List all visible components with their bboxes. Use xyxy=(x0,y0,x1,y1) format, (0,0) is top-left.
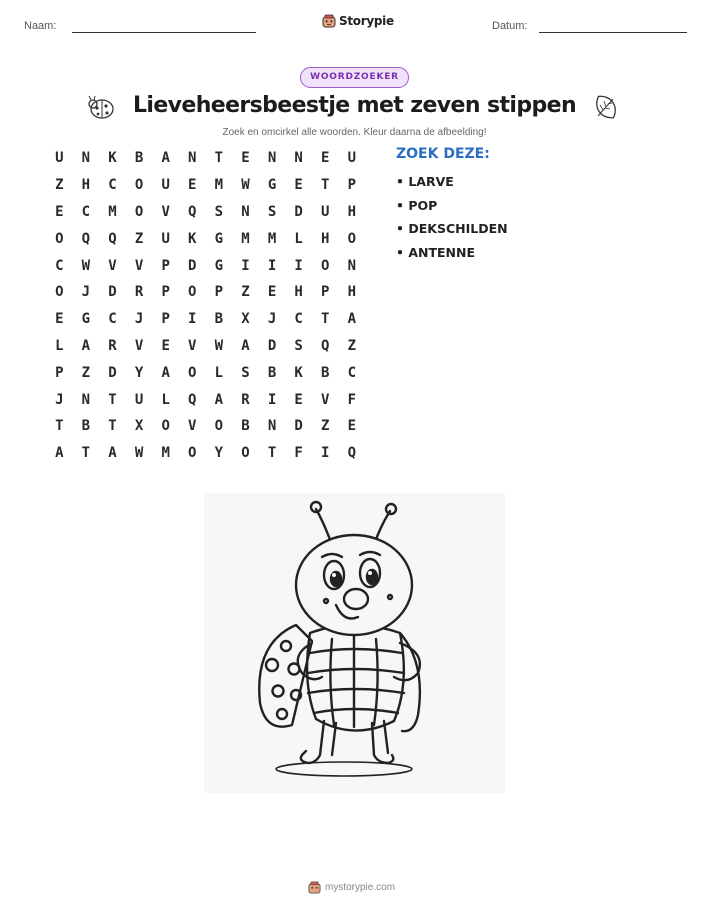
grid-letter[interactable]: I xyxy=(294,257,303,274)
grid-letter[interactable]: D xyxy=(108,364,117,381)
grid-row xyxy=(46,333,366,360)
storypie-logo-icon xyxy=(308,881,321,894)
grid-letter[interactable]: V xyxy=(134,337,144,354)
grid-letter[interactable]: O xyxy=(188,284,197,301)
grid-letter[interactable]: O xyxy=(134,177,144,194)
grid-row xyxy=(46,386,366,413)
grid-letter[interactable]: V xyxy=(134,257,144,274)
grid-row xyxy=(46,172,366,199)
grid-letter[interactable]: B xyxy=(321,364,330,381)
grid-letter[interactable]: N xyxy=(81,150,91,167)
grid-letter[interactable]: T xyxy=(267,445,277,462)
grid-letter[interactable]: W xyxy=(214,337,224,354)
grid-row xyxy=(46,145,366,172)
page-title: Lieveheersbeestje met zeven stippen xyxy=(132,93,577,118)
grid-letter[interactable]: U xyxy=(161,230,170,247)
grid-letter[interactable]: U xyxy=(347,150,357,167)
footer-url[interactable]: mystorypie.com xyxy=(325,882,396,893)
grid-letter[interactable]: E xyxy=(294,177,303,194)
leaf-icon xyxy=(592,92,620,122)
instructions: Zoek en omcirkel alle woorden. Kleur daarna de afbeelding! xyxy=(222,127,487,138)
grid-letter[interactable]: R xyxy=(134,284,144,301)
grid-letter[interactable]: O xyxy=(188,445,197,462)
grid-letter[interactable]: V xyxy=(108,257,117,274)
grid-letter[interactable]: O xyxy=(55,230,64,247)
grid-letter[interactable]: V xyxy=(321,391,330,408)
grid-letter[interactable]: A xyxy=(241,337,250,354)
grid-letter[interactable]: E xyxy=(294,391,303,408)
grid-letter[interactable]: S xyxy=(267,203,277,220)
grid-letter[interactable]: M xyxy=(267,230,277,247)
grid-letter[interactable]: R xyxy=(108,337,117,354)
grid-letter[interactable]: V xyxy=(188,418,197,435)
grid-letter[interactable]: Q xyxy=(81,230,91,247)
worksheet-type-badge: WOORDZOEKER xyxy=(300,67,409,88)
grid-letter[interactable]: N xyxy=(347,257,357,274)
grid-letter[interactable]: U xyxy=(134,391,144,408)
word-search-grid xyxy=(46,145,366,467)
grid-row xyxy=(46,225,366,252)
grid-letter[interactable]: X xyxy=(134,418,144,435)
word-item: • DEKSCHILDEN xyxy=(396,221,508,236)
grid-letter[interactable]: K xyxy=(294,364,303,381)
date-line xyxy=(539,32,687,33)
word-item: • LARVE xyxy=(396,174,454,189)
storypie-logo-icon xyxy=(322,14,336,28)
grid-letter[interactable]: M xyxy=(241,230,250,247)
grid-letter[interactable]: M xyxy=(161,445,170,462)
grid-letter[interactable]: H xyxy=(294,284,303,301)
grid-letter[interactable]: G xyxy=(214,230,224,247)
grid-letter[interactable]: X xyxy=(241,311,250,328)
grid-letter[interactable]: R xyxy=(241,391,250,408)
grid-letter[interactable]: T xyxy=(321,311,330,328)
word-list-title: ZOEK DEZE: xyxy=(396,146,490,162)
grid-letter[interactable]: F xyxy=(347,391,357,408)
grid-letter[interactable]: H xyxy=(321,230,330,247)
grid-letter[interactable]: I xyxy=(188,311,197,328)
grid-letter[interactable]: Q xyxy=(188,203,197,220)
grid-letter[interactable]: Z xyxy=(241,284,250,301)
grid-letter[interactable]: L xyxy=(55,337,64,354)
grid-letter[interactable]: E xyxy=(55,311,64,328)
word-item: • POP xyxy=(396,197,438,213)
grid-letter[interactable]: U xyxy=(55,150,64,167)
grid-letter[interactable]: C xyxy=(108,177,117,194)
grid-letter[interactable]: P xyxy=(214,284,224,301)
grid-letter[interactable]: T xyxy=(321,177,330,194)
grid-letter[interactable]: G xyxy=(214,257,224,274)
grid-letter[interactable]: Q xyxy=(108,230,117,247)
grid-letter[interactable]: D xyxy=(108,284,117,301)
grid-letter[interactable]: O xyxy=(214,418,224,435)
grid-letter[interactable]: B xyxy=(214,311,224,328)
name-line xyxy=(72,32,256,33)
grid-letter[interactable]: N xyxy=(294,150,303,167)
grid-letter[interactable]: O xyxy=(347,230,357,247)
grid-letter[interactable]: J xyxy=(267,311,277,328)
grid-letter[interactable]: F xyxy=(294,445,303,462)
grid-letter[interactable]: T xyxy=(108,418,117,435)
grid-row xyxy=(46,306,366,333)
grid-letter[interactable]: S xyxy=(214,203,224,220)
grid-letter[interactable]: Q xyxy=(347,445,357,462)
grid-letter[interactable]: P xyxy=(347,177,357,194)
grid-row xyxy=(46,279,366,306)
grid-letter[interactable]: P xyxy=(161,257,170,274)
grid-letter[interactable]: M xyxy=(214,177,224,194)
grid-letter[interactable]: P xyxy=(161,311,170,328)
grid-letter[interactable]: C xyxy=(347,364,357,381)
grid-letter[interactable]: N xyxy=(241,203,250,220)
grid-letter[interactable]: I xyxy=(321,445,330,462)
grid-letter[interactable]: J xyxy=(55,391,64,408)
grid-letter[interactable]: D xyxy=(294,203,303,220)
grid-letter[interactable]: T xyxy=(81,445,91,462)
grid-letter[interactable]: E xyxy=(347,418,357,435)
grid-letter[interactable]: Y xyxy=(134,364,144,381)
grid-letter[interactable]: U xyxy=(321,203,330,220)
grid-letter[interactable]: Q xyxy=(188,391,197,408)
grid-letter[interactable]: D xyxy=(188,257,197,274)
grid-letter[interactable]: H xyxy=(81,177,91,194)
grid-letter[interactable]: Q xyxy=(321,337,330,354)
grid-letter[interactable]: B xyxy=(134,150,144,167)
grid-letter[interactable]: O xyxy=(241,445,250,462)
grid-letter[interactable]: B xyxy=(241,418,250,435)
grid-letter[interactable]: N xyxy=(188,150,197,167)
grid-letter[interactable]: B xyxy=(267,364,277,381)
footer xyxy=(308,881,395,894)
grid-letter[interactable]: A xyxy=(55,445,64,462)
grid-letter[interactable]: E xyxy=(188,177,197,194)
word-list xyxy=(396,146,508,264)
grid-letter[interactable]: M xyxy=(108,203,117,220)
grid-letter[interactable]: N xyxy=(267,418,277,435)
grid-letter[interactable]: Z xyxy=(134,230,144,247)
grid-letter[interactable]: D xyxy=(267,337,277,354)
grid-letter[interactable]: Y xyxy=(214,445,224,462)
grid-letter[interactable]: V xyxy=(161,203,170,220)
name-label: Naam: xyxy=(24,20,57,32)
grid-letter[interactable]: O xyxy=(188,364,197,381)
brand-name: Storypie xyxy=(339,14,394,28)
coloring-picture xyxy=(204,493,505,793)
grid-letter[interactable]: N xyxy=(267,150,277,167)
grid-row xyxy=(46,252,366,279)
grid-letter[interactable]: I xyxy=(267,257,277,274)
grid-letter[interactable]: L xyxy=(161,391,170,408)
grid-letter[interactable]: S xyxy=(241,364,250,381)
grid-letter[interactable]: B xyxy=(81,418,91,435)
grid-letter[interactable]: W xyxy=(241,177,250,194)
grid-letter[interactable]: G xyxy=(81,311,91,328)
grid-letter[interactable]: A xyxy=(108,445,117,462)
grid-letter[interactable]: W xyxy=(81,257,91,274)
grid-letter[interactable]: A xyxy=(81,337,91,354)
grid-letter[interactable]: S xyxy=(294,337,303,354)
grid-letter[interactable]: A xyxy=(214,391,224,408)
grid-letter[interactable]: V xyxy=(188,337,197,354)
grid-letter[interactable]: H xyxy=(347,203,357,220)
grid-row xyxy=(46,440,366,467)
grid-letter[interactable]: W xyxy=(134,445,144,462)
grid-letter[interactable]: T xyxy=(108,391,117,408)
grid-letter[interactable]: D xyxy=(294,418,303,435)
word-item: • ANTENNE xyxy=(396,244,476,260)
grid-letter[interactable]: E xyxy=(55,203,64,220)
grid-letter[interactable]: P xyxy=(161,284,170,301)
grid-letter[interactable]: G xyxy=(267,177,277,194)
grid-letter[interactable]: P xyxy=(321,284,330,301)
ladybug-coloring-picture xyxy=(204,493,505,793)
brand xyxy=(322,14,394,28)
grid-letter[interactable]: C xyxy=(108,311,117,328)
grid-letter[interactable]: L xyxy=(294,230,303,247)
grid-letter[interactable]: K xyxy=(188,230,197,247)
grid-letter[interactable]: I xyxy=(267,391,277,408)
grid-letter[interactable]: J xyxy=(134,311,144,328)
grid-letter[interactable]: Z xyxy=(347,337,357,354)
grid-letter[interactable]: H xyxy=(347,284,357,301)
grid-letter[interactable]: A xyxy=(161,364,170,381)
grid-letter[interactable]: A xyxy=(161,150,170,167)
grid-letter[interactable]: O xyxy=(134,203,144,220)
grid-row xyxy=(46,413,366,440)
grid-letter[interactable]: E xyxy=(267,284,277,301)
grid-letter[interactable]: K xyxy=(108,150,117,167)
grid-row xyxy=(46,199,366,226)
grid-letter[interactable]: Z xyxy=(81,364,91,381)
grid-letter[interactable]: A xyxy=(347,311,357,328)
grid-letter[interactable]: L xyxy=(214,364,224,381)
grid-letter[interactable]: O xyxy=(55,284,64,301)
grid-letter[interactable]: U xyxy=(161,177,170,194)
grid-letter[interactable]: O xyxy=(161,418,170,435)
grid-letter[interactable]: T xyxy=(214,150,224,167)
date-label: Datum: xyxy=(492,20,528,32)
grid-letter[interactable]: Z xyxy=(321,418,330,435)
grid-letter[interactable]: I xyxy=(241,257,250,274)
grid-letter[interactable]: C xyxy=(81,203,91,220)
grid-letter[interactable]: E xyxy=(321,150,330,167)
grid-letter[interactable]: Z xyxy=(55,177,64,194)
grid-letter[interactable]: E xyxy=(241,150,250,167)
grid-letter[interactable]: N xyxy=(81,391,91,408)
grid-row xyxy=(46,359,366,386)
grid-letter[interactable]: P xyxy=(55,364,64,381)
grid-letter[interactable]: C xyxy=(55,257,64,274)
grid-letter[interactable]: O xyxy=(321,257,330,274)
grid-letter[interactable]: T xyxy=(55,418,64,435)
grid-letter[interactable]: C xyxy=(294,311,303,328)
grid-letter[interactable]: E xyxy=(161,337,170,354)
grid-letter[interactable]: J xyxy=(81,284,91,301)
